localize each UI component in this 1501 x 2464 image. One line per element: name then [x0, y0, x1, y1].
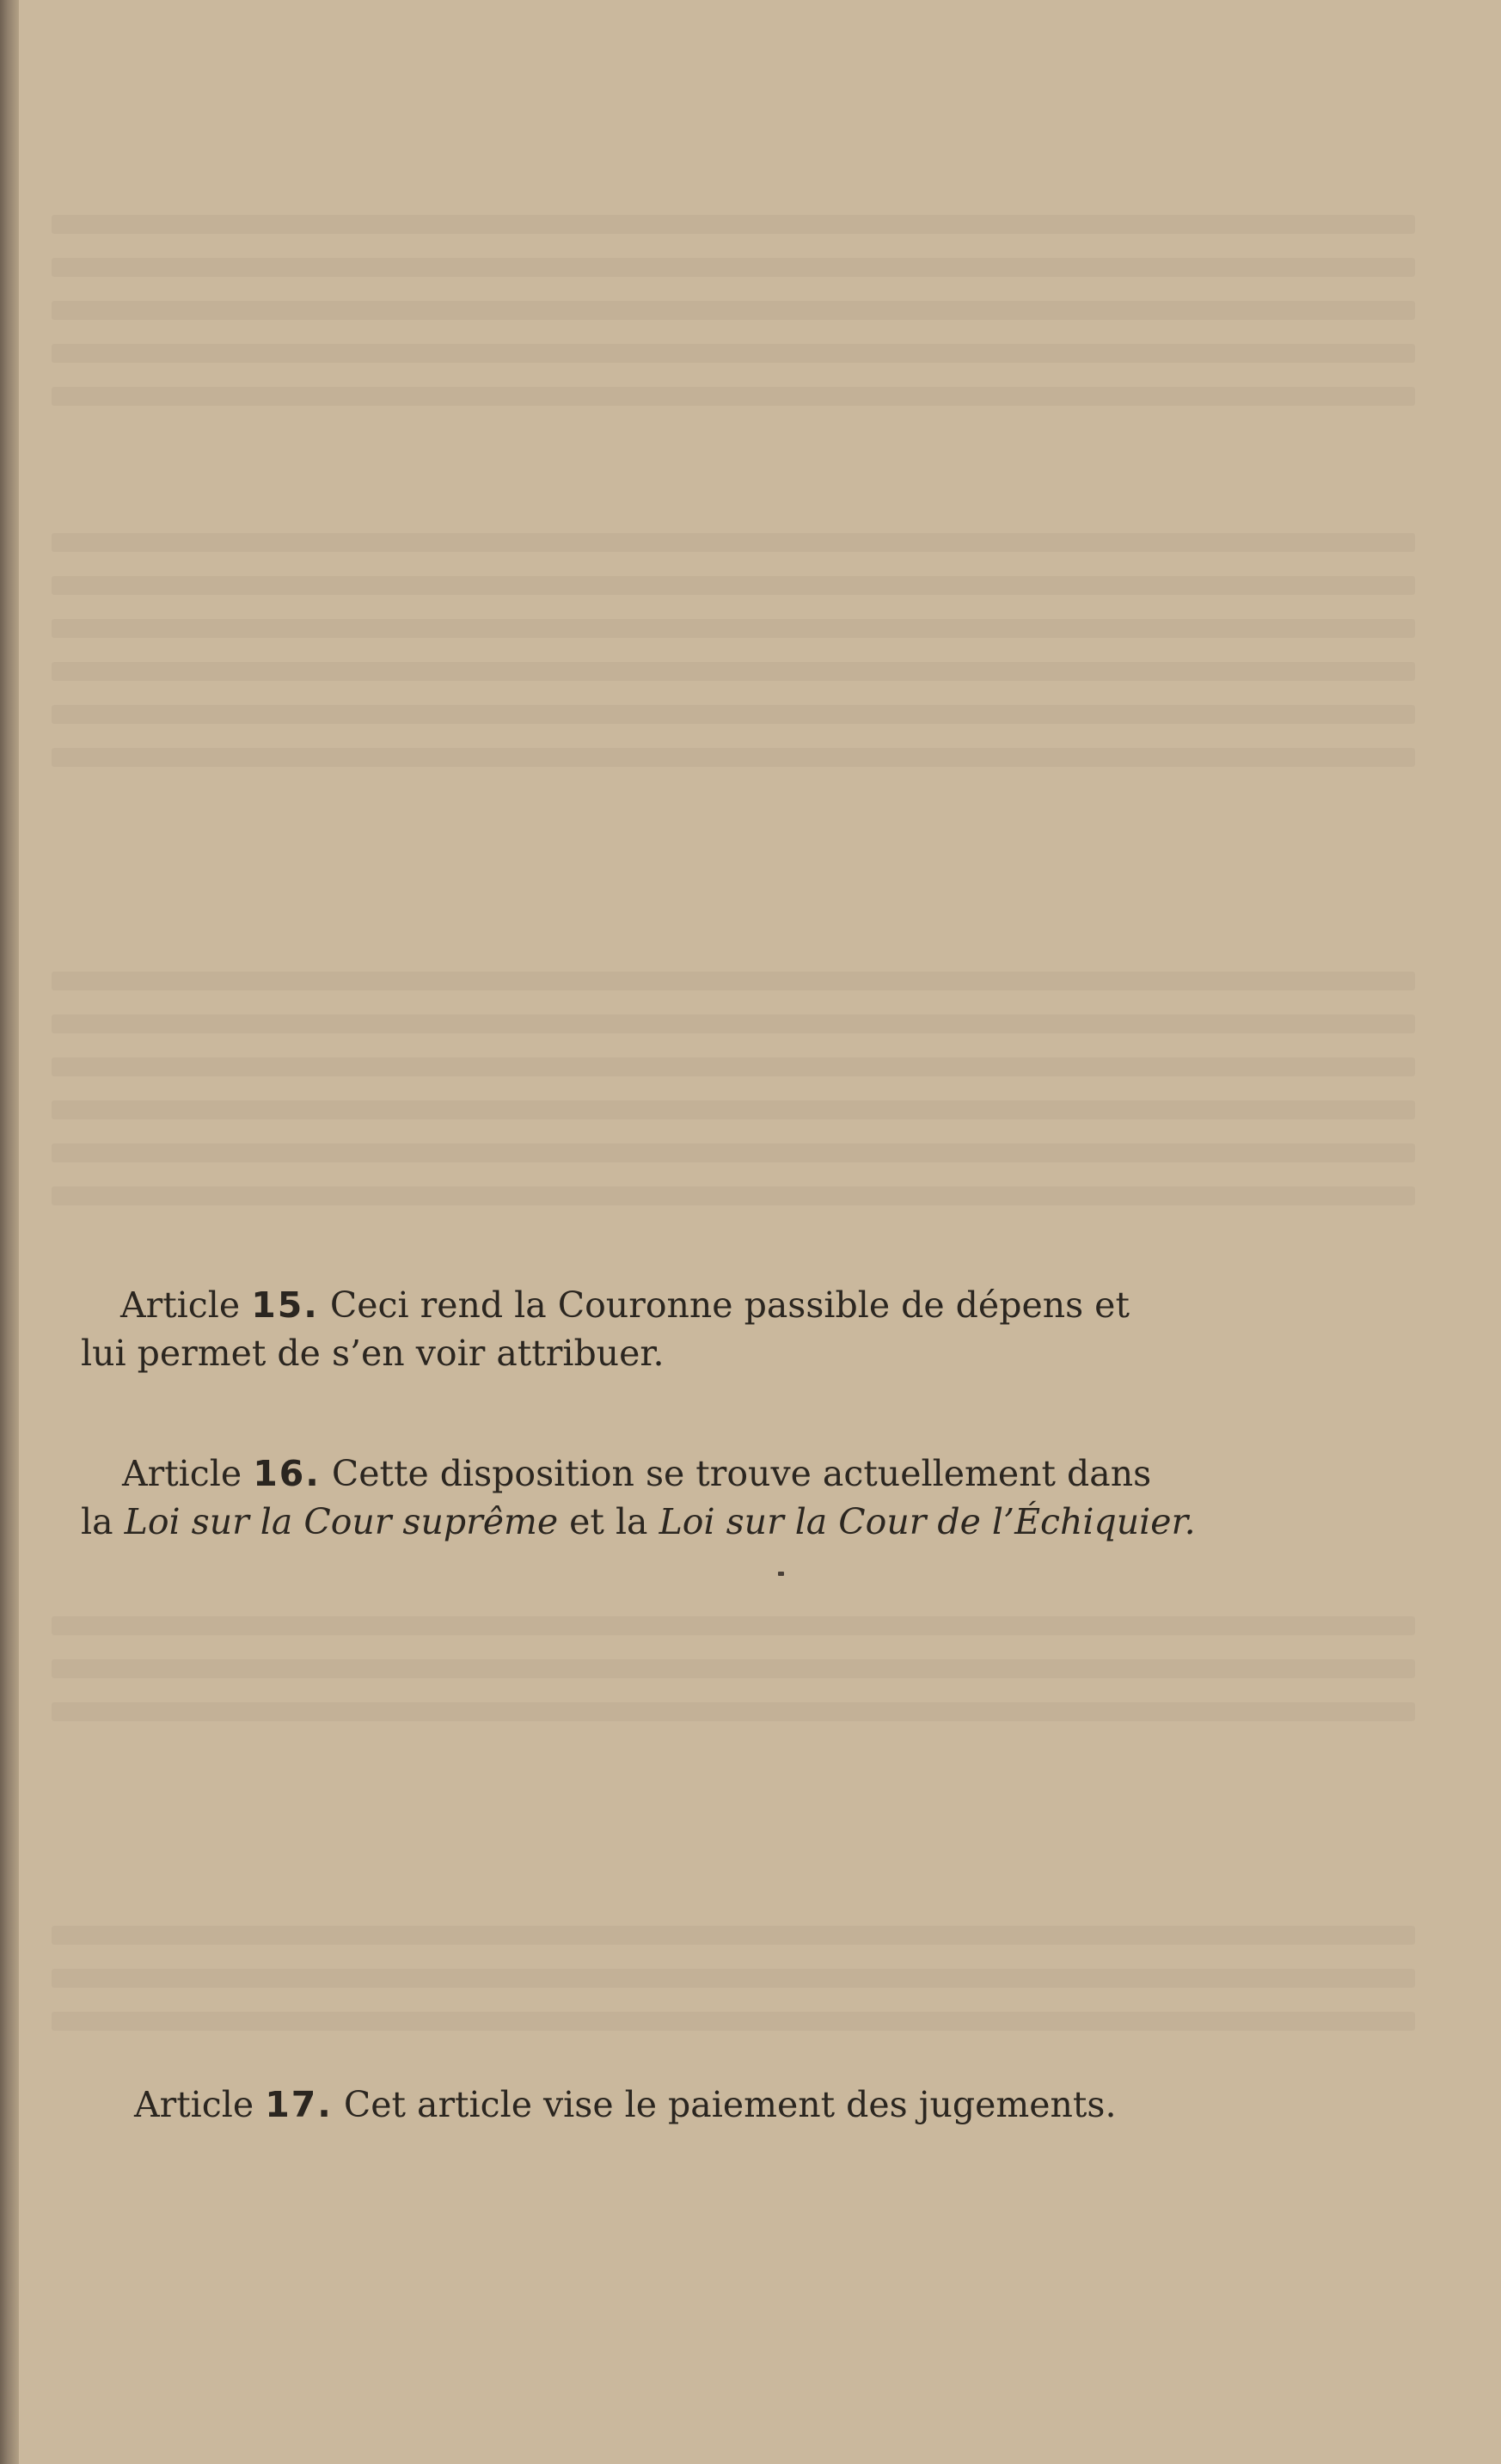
show-through-text: [52, 344, 1415, 363]
show-through-text: [52, 258, 1415, 277]
article-16-paragraph: [81, 1450, 1196, 1546]
law-title-supreme-court: Loi sur la Cour suprême: [124, 1501, 559, 1542]
show-through-text: [52, 1926, 1415, 1945]
show-through-text: [52, 1186, 1415, 1205]
article-text: Cette disposition se trouve actuellement dans: [331, 1453, 1152, 1494]
article-16-line-1: [122, 1450, 1196, 1498]
article-number: 16.: [253, 1453, 321, 1494]
show-through-text: [52, 387, 1415, 406]
article-15-paragraph: [81, 1281, 1130, 1377]
show-through-text: [52, 301, 1415, 320]
article-text: et la: [569, 1501, 648, 1542]
show-through-text: [52, 1616, 1415, 1635]
article-number: 15.: [251, 1284, 319, 1326]
article-label: Article: [134, 2084, 254, 2125]
show-through-text: [52, 1659, 1415, 1678]
show-through-text: [52, 619, 1415, 638]
show-through-text: [52, 2012, 1415, 2031]
show-through-text: [52, 748, 1415, 767]
show-through-text: [52, 1014, 1415, 1033]
article-15-line-2: lui permet de s’en voir attribuer.: [81, 1333, 665, 1374]
law-title-exchequer-court: Loi sur la Cour de l’Échiquier.: [659, 1501, 1196, 1542]
show-through-text: [52, 1057, 1415, 1076]
show-through-text: [52, 533, 1415, 552]
show-through-text: [52, 1100, 1415, 1119]
article-number: 17.: [265, 2084, 333, 2125]
article-17-line-1: [134, 2081, 1116, 2129]
show-through-text: [52, 1143, 1415, 1162]
article-text: Cet article vise le paiement des jugements.: [343, 2084, 1117, 2125]
show-through-text: [52, 662, 1415, 681]
article-text: la: [81, 1501, 113, 1542]
article-text: Ceci rend la Couronne passible de dépens et: [329, 1284, 1130, 1326]
show-through-text: [52, 972, 1415, 990]
book-binding-edge: [0, 0, 19, 2464]
article-16-line-2: [81, 1498, 1196, 1546]
article-label: Article: [120, 1284, 241, 1326]
ink-speck: [778, 1572, 784, 1576]
show-through-text: [52, 576, 1415, 595]
article-17-paragraph: [134, 2081, 1116, 2129]
show-through-text: [52, 1702, 1415, 1721]
show-through-text: [52, 1969, 1415, 1988]
article-label: Article: [122, 1453, 242, 1494]
article-15-line-1: [120, 1281, 1130, 1329]
show-through-text: [52, 215, 1415, 234]
show-through-text: [52, 705, 1415, 724]
